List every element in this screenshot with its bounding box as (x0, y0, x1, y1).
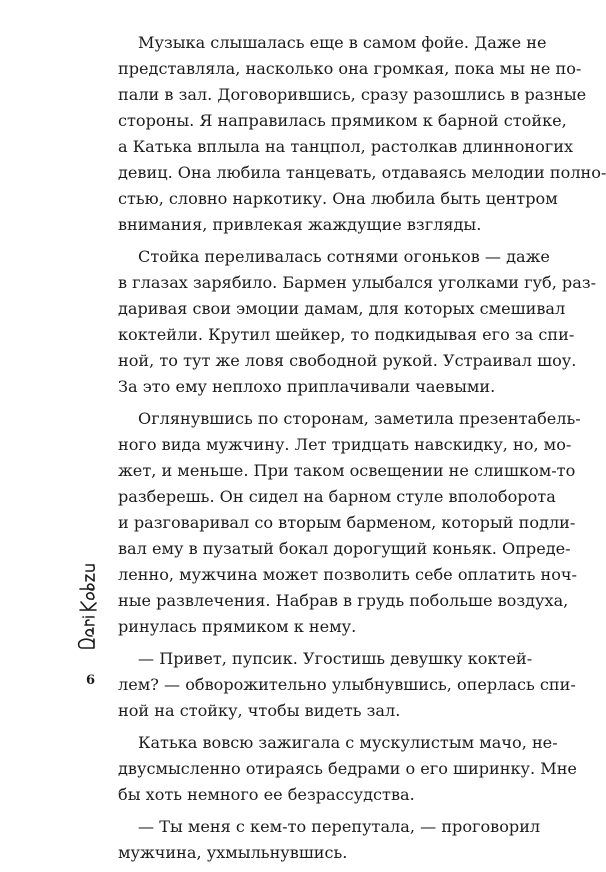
text-line: представляла, насколько она громкая, пока мы не по- (118, 59, 582, 78)
text-line: ной на стойку, чтобы видеть зал. (118, 701, 401, 720)
paragraph (118, 30, 606, 238)
text-line: разберешь. Он сидел на барном стуле вполоборота (118, 487, 556, 506)
paragraph (118, 406, 581, 640)
text-line: двусмысленно отираясь бедрами о его ширинку. Мне (118, 759, 577, 778)
text-line: ные развлечения. Набрав в грудь побольше воздуха, (118, 591, 569, 610)
body-text (118, 30, 606, 872)
text-line: даривая свои эмоции дамам, для которых смешивал (118, 299, 566, 318)
paragraph (118, 244, 597, 400)
text-line: ринулась прямиком к нему. (118, 617, 357, 636)
text-line: Стойка переливалась сотнями огоньков — даже (138, 247, 550, 266)
text-line: девиц. Она любила танцевать, отдаваясь мелодии полно- (118, 163, 606, 182)
paragraph (118, 814, 541, 866)
text-line: стью, словно наркотику. Она любила быть центром (118, 189, 558, 208)
text-line: стороны. Я направилась прямиком к барной стойке, (118, 111, 567, 130)
text-line: — Ты меня с кем-то перепутала, — проговорил (138, 817, 541, 836)
text-line: пали в зал. Договорившись, сразу разошлись в разные (118, 85, 587, 104)
text-line: в глазах зарябило. Бармен улыбался уголками губ, раз- (118, 273, 597, 292)
text-line: вал ему в пузатый бокал дорогущий коньяк. Опреде- (118, 539, 571, 558)
text-line: бы хоть немного ее безрассудства. (118, 785, 415, 804)
text-line: ной, то тут же ловя свободной рукой. Устраивал шоу. (118, 351, 577, 370)
paragraph (118, 646, 576, 724)
text-line: За это ему неплохо приплачивали чаевыми. (118, 377, 496, 396)
author-signature (72, 560, 102, 652)
text-line: Оглянувшись по сторонам, заметила презентабель- (138, 409, 581, 428)
text-line: мужчина, ухмыльнувшись. (118, 843, 348, 862)
text-line: внимания, привлекая жаждущие взгляды. (118, 215, 482, 234)
text-line: ного вида мужчину. Лет тридцать навскидку, но, мо- (118, 435, 572, 454)
text-line: Катька вовсю зажигала с мускулистым мачо, не- (138, 733, 558, 752)
text-line: Музыка слышалась еще в самом фойе. Даже не (138, 33, 547, 52)
text-line: лем? — обворожительно улыбнувшись, оперлась спи- (118, 675, 576, 694)
text-line: — Привет, пупсик. Угостишь девушку коктей- (138, 649, 533, 668)
page-number: 6 (86, 673, 96, 688)
text-line: а Катька вплыла на танцпол, растолкав длинноногих (118, 137, 574, 156)
text-line: коктейли. Крутил шейкер, то подкидывая его за спи- (118, 325, 575, 344)
text-line: ленно, мужчина может позволить себе оплатить ноч- (118, 565, 577, 584)
text-line: и разговаривал со вторым барменом, который подли- (118, 513, 576, 532)
paragraph (118, 730, 577, 808)
text-line: жет, и меньше. При таком освещении не слишком-то (118, 461, 576, 480)
